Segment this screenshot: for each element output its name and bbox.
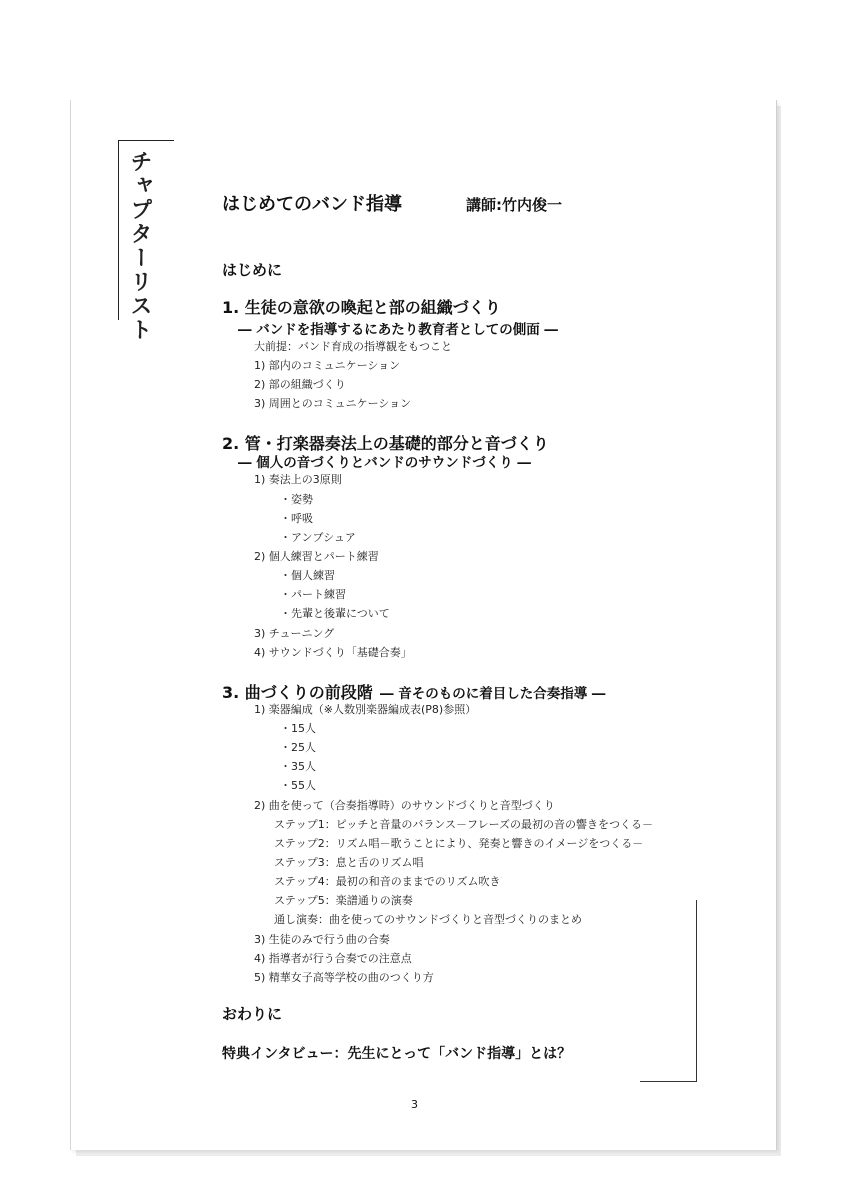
section-1-item: 3) 周囲とのコミュニケーション (254, 397, 412, 410)
section-2-item: ・個人練習 (280, 569, 335, 582)
corner-rule-right (696, 900, 697, 1082)
section-2-item: ・呼吸 (280, 512, 313, 525)
section-3-item: ・55人 (280, 779, 316, 792)
section-1-item: 2) 部の組織づくり (254, 378, 346, 391)
page-number: 3 (411, 1098, 418, 1111)
side-title: チャプターリスト (127, 150, 152, 342)
section-2-item: 1) 奏法上の3原則 (254, 473, 342, 486)
page-title: はじめてのバンド指導 (222, 194, 402, 215)
section-1-subtitle: ― バンドを指導するにあたり教育者としての側面 ― (238, 322, 558, 338)
section-3-step: ステップ4：最初の和音のままでのリズム吹き (274, 875, 501, 888)
section-3-step: ステップ2：リズム唱－歌うことにより、発奏と響きのイメージをつくる－ (274, 837, 644, 850)
bonus-interview-heading: 特典インタビュー：先生にとって「バンド指導」とは？ (222, 1046, 572, 1062)
section-3-step: ステップ1：ピッチと音量のバランス－フレーズの最初の音の響きをつくる－ (274, 818, 654, 831)
section-1-item: 大前提：バンド育成の指導観をもつこと (254, 340, 452, 353)
section-3-subtitle: ― 音そのものに着目した合奏指導 ― (380, 686, 606, 702)
intro-heading: はじめに (222, 261, 283, 279)
side-title-rule-left (118, 140, 119, 320)
corner-rule-bottom (640, 1081, 696, 1082)
section-3-heading: 3. 曲づくりの前段階 (222, 683, 373, 702)
section-3-item: ・35人 (280, 760, 316, 773)
section-2-item: 4) サウンドづくり「基礎合奏」 (254, 646, 412, 659)
section-2-item: ・姿勢 (280, 493, 313, 506)
outro-heading: おわりに (222, 1005, 283, 1023)
section-3-step: ステップ3：息と舌のリズム唱 (274, 856, 424, 869)
section-3-item: 5) 精華女子高等学校の曲のつくり方 (254, 971, 434, 984)
section-3-item: 4) 指導者が行う合奏での注意点 (254, 952, 412, 965)
booklet-page (70, 100, 777, 1150)
section-2-heading: 2. 管・打楽器奏法上の基礎的部分と音づくり (222, 434, 549, 453)
side-title-rule-top (118, 140, 174, 141)
section-3-item: ・15人 (280, 722, 316, 735)
section-3-item: 1) 楽器編成（※人数別楽器編成表(P8)参照） (254, 703, 477, 716)
section-2-item: ・先輩と後輩について (280, 607, 390, 620)
section-3-item: 2) 曲を使って（合奏指導時）のサウンドづくりと音型づくり (254, 799, 555, 812)
section-1-heading: 1. 生徒の意欲の喚起と部の組織づくり (222, 298, 501, 317)
section-3-item: 3) 生徒のみで行う曲の合奏 (254, 933, 390, 946)
section-2-item: 2) 個人練習とパート練習 (254, 550, 379, 563)
section-3-step: 通し演奏：曲を使ってのサウンドづくりと音型づくりのまとめ (274, 913, 582, 926)
section-2-item: 3) チューニング (254, 627, 335, 640)
section-3-item: ・25人 (280, 741, 316, 754)
section-3-step: ステップ5：楽譜通りの演奏 (274, 894, 413, 907)
section-2-subtitle: ― 個人の音づくりとバンドのサウンドづくり ― (238, 455, 531, 471)
section-1-item: 1) 部内のコミュニケーション (254, 359, 401, 372)
section-2-item: ・パート練習 (280, 588, 346, 601)
section-2-item: ・アンブシュア (280, 531, 356, 544)
instructor: 講師:竹内俊一 (466, 196, 562, 214)
